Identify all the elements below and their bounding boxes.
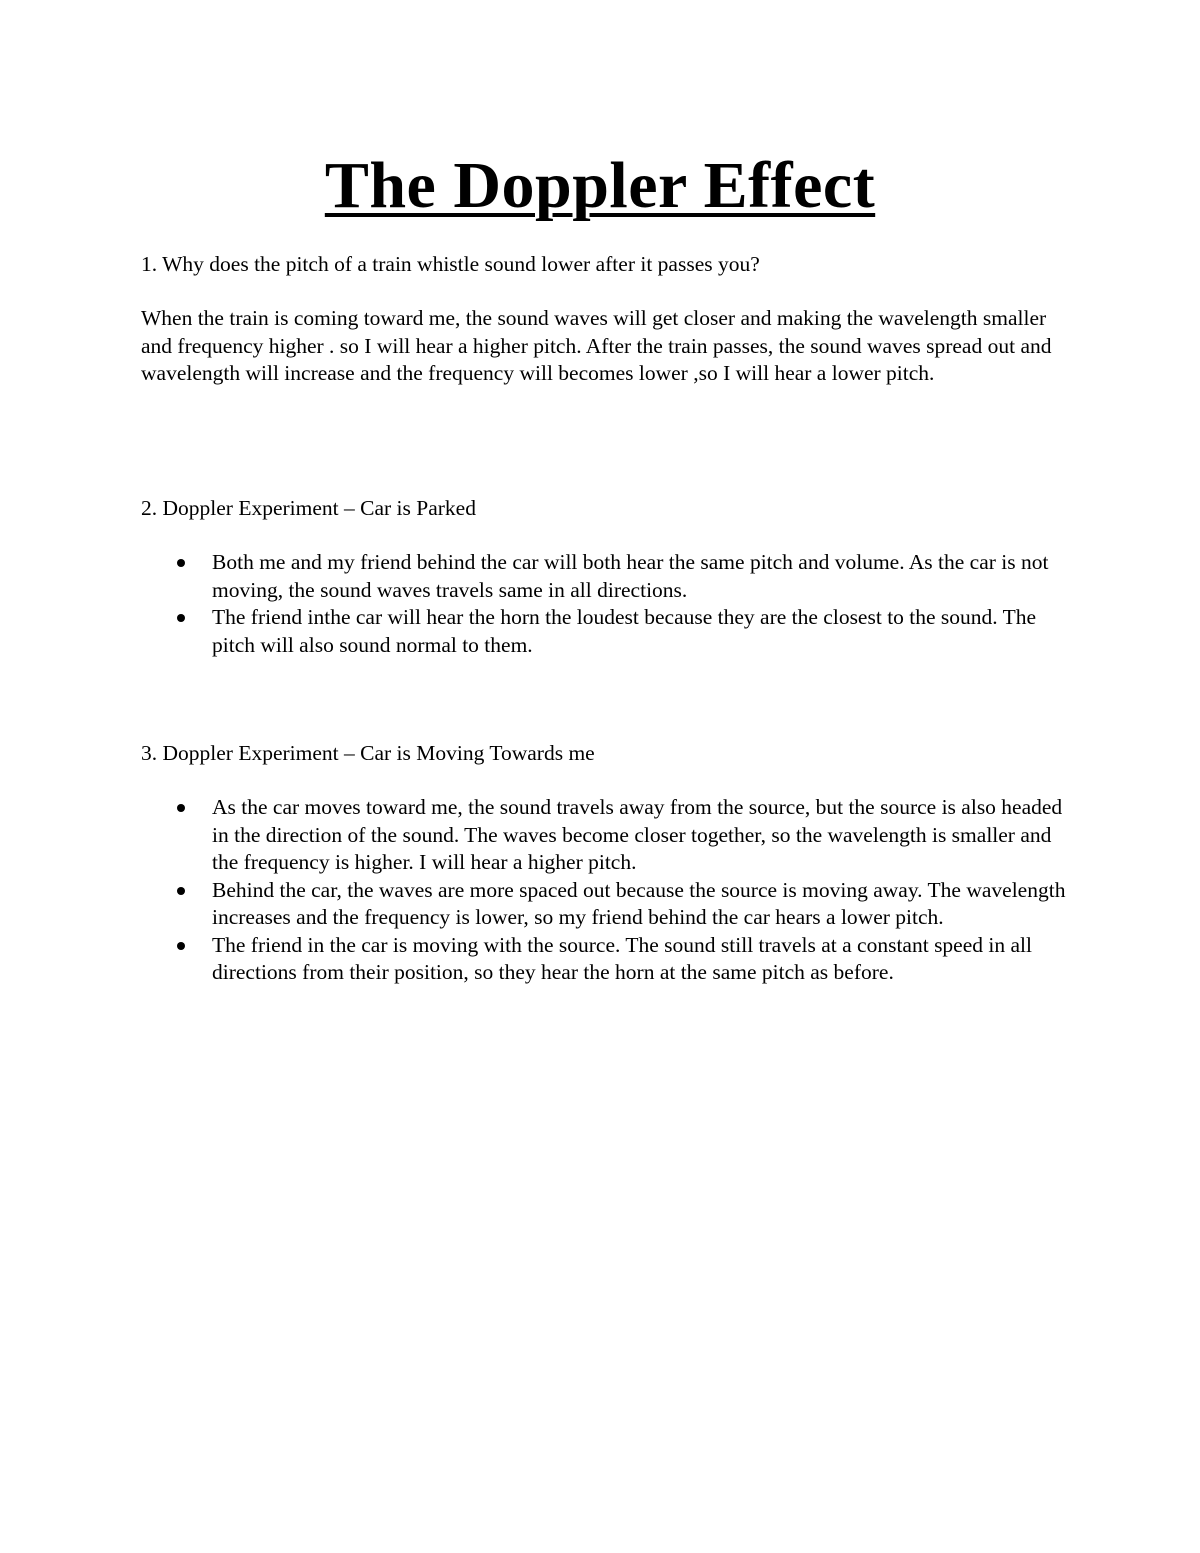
bullet-icon <box>177 614 185 622</box>
question-1-prompt: 1. Why does the pitch of a train whistle sound lower after it passes you? <box>141 252 760 276</box>
bullet-icon <box>177 804 185 812</box>
question-2-prompt: 2. Doppler Experiment – Car is Parked <box>141 496 476 520</box>
list-item <box>141 877 1071 932</box>
list-item-text: The friend in the car is moving with the source. The sound still travels at a constant speed in all directions from their position, so they hear the horn at the same pitch as before. <box>212 932 1032 984</box>
question-3-bullet-list <box>141 794 1071 987</box>
list-item <box>141 549 1071 604</box>
question-2-bullet-list <box>141 549 1071 659</box>
list-item-text: Behind the car, the waves are more spaced out because the source is moving away. The wavelength increases and the frequency is lower, so my friend behind the car hears a lower pitch. <box>212 877 1066 929</box>
question-3-prompt: 3. Doppler Experiment – Car is Moving Towards me <box>141 741 595 765</box>
question-1-answer: When the train is coming toward me, the sound waves will get closer and making the wavelength smaller and frequency higher . so I will hear a higher pitch. After the train passes, the sound waves spread out and wavelength will increase and the frequency will becomes lower ,so I will hear a lower pitch. <box>141 306 1052 385</box>
list-item-text: As the car moves toward me, the sound travels away from the source, but the source is also headed in the direction of the sound. The waves become closer together, so the wavelength is smaller and the frequency is higher. I will hear a higher pitch. <box>212 795 1063 874</box>
bullet-icon <box>177 887 185 895</box>
list-item <box>141 932 1071 987</box>
list-item <box>141 604 1071 659</box>
document-title: The Doppler Effect <box>324 149 876 222</box>
list-item-text: Both me and my friend behind the car will both hear the same pitch and volume. As the car is not moving, the sound waves travels same in all directions. <box>212 550 1049 602</box>
bullet-icon <box>177 942 185 950</box>
list-item-text: The friend inthe car will hear the horn the loudest because they are the closest to the sound. The pitch will also sound normal to them. <box>212 605 1037 657</box>
bullet-icon <box>177 559 185 567</box>
list-item <box>141 794 1071 877</box>
